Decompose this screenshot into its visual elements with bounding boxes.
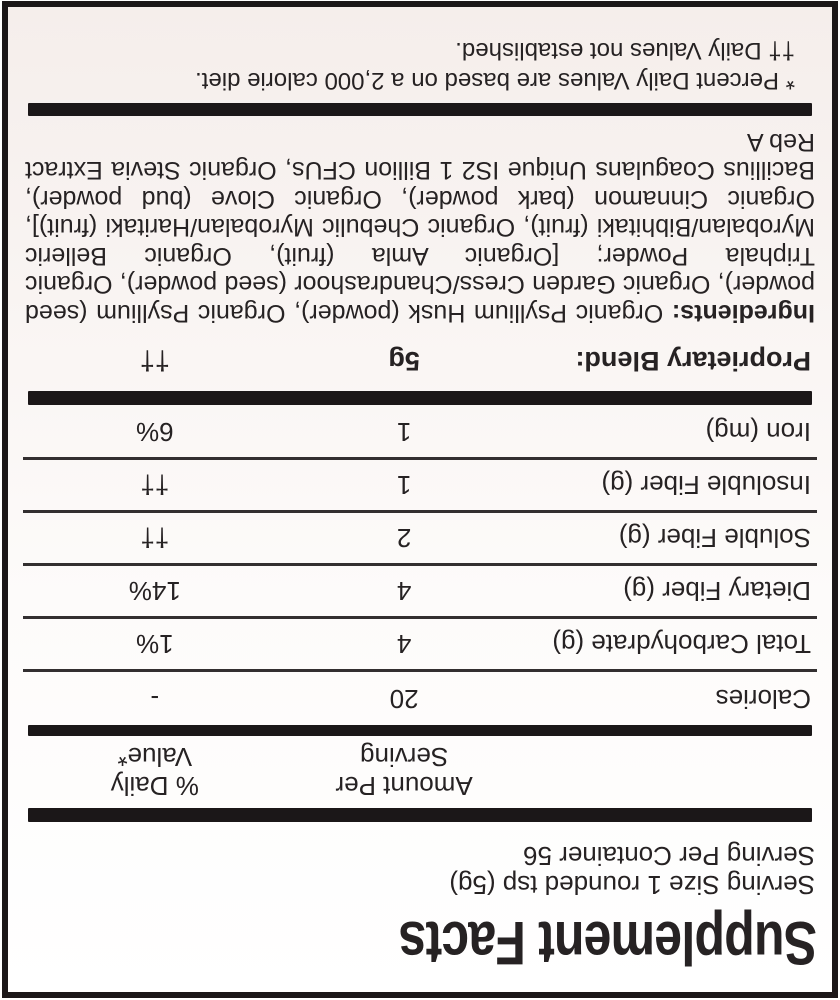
supplement-facts-label: [2, 1, 838, 998]
proprietary-blend-row: [23, 338, 817, 384]
divider-thick-bar-bottom: [28, 103, 812, 116]
serving-info: [23, 841, 817, 899]
nutrient-table: [23, 407, 817, 725]
ingredients-label: Ingredients:: [671, 298, 815, 327]
footnote-percent-daily-values: * Percent Daily Values are based on a 2,000 calorie diet.: [195, 67, 795, 95]
serving-size-line: Serving Size 1 rounded tsp (5g): [449, 869, 815, 900]
dv-header-line2: Value*: [117, 741, 193, 772]
nutrient-name: Insoluble Fiber (g): [601, 470, 811, 501]
nutrient-daily-value: 14%: [128, 576, 181, 607]
amount-per-serving-header: [335, 742, 472, 800]
divider-thick-bar-header: [28, 725, 812, 736]
proprietary-blend-name: Proprietary Blend:: [575, 346, 811, 377]
label-inner: [8, 7, 832, 992]
nutrient-name: Calories: [715, 683, 811, 714]
daily-value-header: [111, 742, 199, 800]
divider-thick-bar-top: [28, 808, 812, 822]
nutrient-amount: 20: [389, 683, 419, 714]
nutrient-amount: 1: [396, 470, 412, 501]
nutrient-amount: 4: [396, 629, 412, 660]
table-row-total-carbohydrate: [23, 619, 817, 672]
nutrient-name: Iron (mg): [705, 417, 811, 448]
nutrient-name: Total Carbohydrate (g): [552, 629, 811, 660]
amount-header-line1: Amount Per: [335, 770, 473, 801]
table-row-dietary-fiber: [23, 566, 817, 619]
nutrient-daily-value: ††: [140, 523, 170, 554]
ingredients-text: Organic Psyllium Husk (powder), Organic Psyllium (seed powder), Organic Garden Cress/Chandrashoor (seed powder), Organic Triphala Powder; [Organic Amla (fruit), Organic Belleric Myrobalan/Bibhitaki (fruit), Organic Chebulic Myrobalan/Haritaki (fruit)], Organic Cinnamon (bark powder), Organic Clove (bud powder), Bacillius Coagulans Unique IS2 1 Billion CFUs, Organic Stevia Extract Reb A: [24, 127, 815, 327]
ingredients-paragraph: [23, 127, 817, 327]
servings-per-container-line: Serving Per Container 56: [523, 840, 815, 871]
nutrient-name: Soluble Fiber (g): [618, 523, 811, 554]
nutrient-daily-value: ††: [140, 470, 170, 501]
divider-thick-bar-mid: [28, 391, 812, 405]
nutrient-daily-value: -: [150, 683, 160, 714]
proprietary-blend-daily-value: ††: [139, 346, 170, 377]
nutrient-daily-value: 6%: [136, 417, 174, 448]
footnote-daily-values-not-established: †† Daily Values not established.: [455, 37, 795, 65]
page-title: [23, 909, 817, 977]
facts-header-row: [23, 741, 817, 801]
table-row-iron: [23, 407, 817, 460]
nutrient-amount: 2: [396, 523, 412, 554]
table-row-calories: [23, 672, 817, 725]
table-row-insoluble-fiber: [23, 460, 817, 513]
nutrient-name: Dietary Fiber (g): [623, 576, 811, 607]
dv-header-line1: % Daily: [110, 770, 199, 801]
page-title-text: Supplement Facts: [399, 909, 817, 977]
footnotes: [23, 35, 817, 95]
table-row-soluble-fiber: [23, 513, 817, 566]
nutrient-amount: 4: [396, 576, 412, 607]
amount-header-line2: Serving: [360, 741, 449, 772]
nutrient-amount: 1: [396, 417, 412, 448]
proprietary-blend-amount: 5g: [388, 346, 420, 377]
nutrient-daily-value: 1%: [136, 629, 174, 660]
